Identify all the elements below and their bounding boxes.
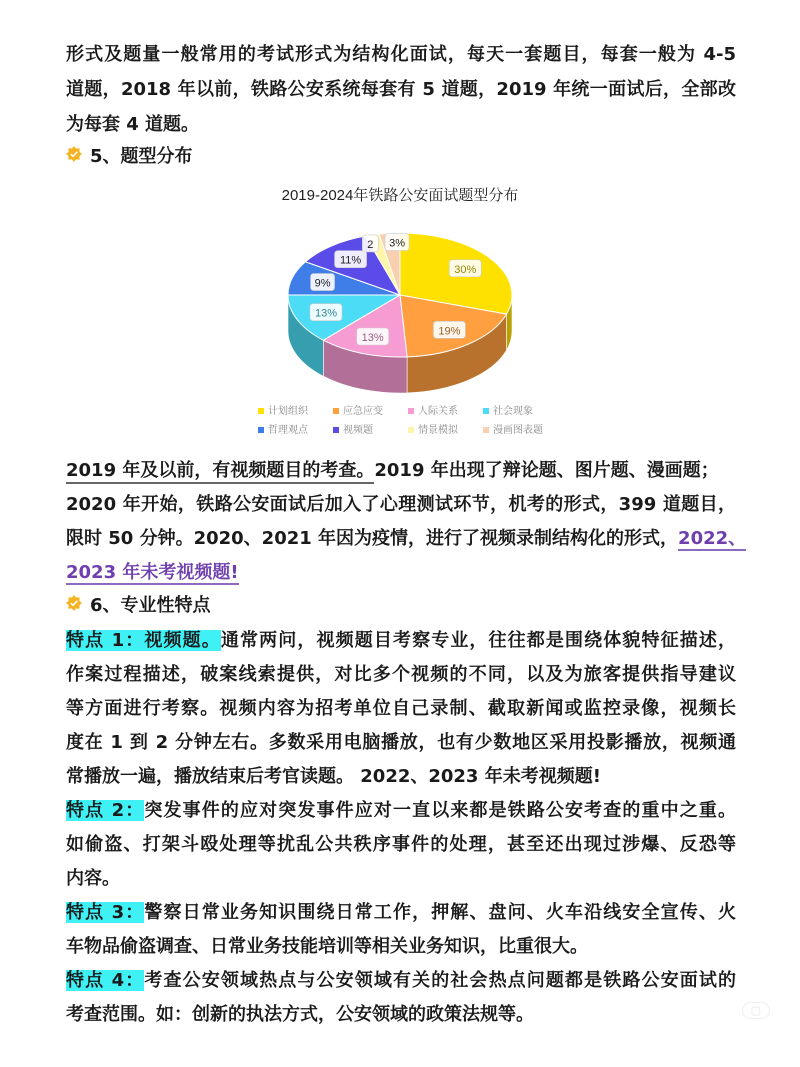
- legend-swatch: [333, 427, 339, 433]
- feature-text: 内容。: [66, 868, 120, 889]
- legend-item: [258, 421, 333, 436]
- feature-text: 等方面进行考察。视频内容为招考单位自己录制、截取新闻或监控录像，视频长: [66, 698, 736, 719]
- text-line: [66, 38, 736, 72]
- legend-label: 计划组织: [268, 406, 308, 417]
- text-line: [66, 108, 736, 142]
- pie-chart: [240, 170, 560, 440]
- feature-text: 度在 1 到 2 分钟左右。多数采用电脑播放，也有少数地区采用投影播放，视频通: [66, 732, 736, 753]
- intro-text: 形式及题量一般常用的考试形式为结构化面试，每天一套题目，每套一般为 4-5: [66, 44, 736, 65]
- feature-label: 特点 3：: [66, 902, 145, 923]
- feature-text: 考查范围。如：创新的执法方式，公安领域的政策法规等。: [66, 1004, 534, 1025]
- text-line: [66, 454, 736, 488]
- data-label: 11%: [339, 254, 362, 267]
- text-line: [66, 488, 736, 522]
- text-line: [66, 522, 747, 556]
- feature-text: 考查公安领域热点与公安领域有关的社会热点问题都是铁路公安面试的: [144, 970, 737, 991]
- badge-check-icon: [66, 591, 82, 621]
- legend-swatch: [408, 408, 414, 414]
- feature-text: 如偷盗、打架斗殴处理等扰乱公共秩序事件的处理，甚至还出现过涉爆、反恐等: [66, 834, 736, 855]
- intro-text: 道题，2018 年以前，铁路公安系统每套有 5 道题，2019 年统一面试后，全部改: [66, 79, 736, 100]
- intro-text: 为每套 4 道题。: [66, 114, 200, 135]
- feature-label: 特点 1：视频题。: [66, 630, 221, 651]
- feature-label: 特点 2：: [66, 800, 145, 821]
- section-6-heading: [66, 591, 211, 621]
- highlight-text: 2023 年未考视频题!: [66, 562, 239, 583]
- feature-text: 作案过程描述，破案线索提供，对比多个视频的不同，以及为旅客提供指导建议: [66, 664, 736, 685]
- section-5-heading: [66, 142, 193, 172]
- text-line: [66, 658, 736, 692]
- text-line: [66, 998, 736, 1032]
- legend-item: [483, 402, 558, 417]
- text: 2020 年开始，铁路公安面试后加入了心理测试环节，机考的形式，399 道题目，: [66, 494, 736, 515]
- data-label: 13%: [361, 332, 384, 345]
- legend-item: [408, 421, 483, 436]
- highlight-text: 2022、: [678, 528, 747, 549]
- feature-text: 通常两问，视频题目考察专业，往往都是围绕体貌特征描述，: [220, 630, 736, 651]
- legend-swatch: [408, 427, 414, 433]
- text-line: [66, 794, 736, 828]
- section-title: 5、题型分布: [90, 146, 193, 167]
- legend-item: [408, 402, 483, 417]
- data-label: 2: [367, 238, 374, 251]
- legend-item: [483, 421, 558, 436]
- legend-label: 应急应变: [343, 406, 383, 417]
- legend-swatch: [258, 408, 264, 414]
- text-line: [66, 73, 736, 107]
- data-label: 19%: [438, 325, 461, 338]
- feature-text: 车物品偷盗调查、日常业务技能培训等相关业务知识，比重很大。: [66, 936, 588, 957]
- legend-label: 漫画图表题: [493, 425, 543, 436]
- data-label: 13%: [314, 307, 338, 320]
- legend-swatch: [483, 427, 489, 433]
- legend-swatch: [258, 427, 264, 433]
- text-line: [66, 828, 736, 862]
- legend-label: 人际关系: [418, 406, 458, 417]
- text: 2019 年出现了辩论题、图片题、漫画题；: [374, 460, 719, 481]
- text-line: [66, 760, 736, 794]
- underlined-text: 2019 年及以前，有视频题目的考查。: [66, 460, 374, 484]
- chart-title: 2019-2024年铁路公安面试题型分布: [281, 187, 519, 204]
- text-line: [66, 556, 736, 590]
- legend-item: [333, 402, 408, 417]
- legend-label: 社会现象: [493, 406, 533, 417]
- data-label: 3%: [389, 237, 405, 250]
- legend-item: [258, 402, 333, 417]
- text-line: [66, 930, 736, 964]
- legend-label: 哲理观点: [268, 425, 308, 436]
- pie-svg: [240, 170, 560, 400]
- text: 限时 50 分钟。2020、2021 年因为疫情，进行了视频录制结构化的形式，: [66, 528, 679, 549]
- legend-label: 情景模拟: [418, 425, 458, 436]
- legend-swatch: [483, 408, 489, 414]
- text-line: [66, 896, 736, 930]
- data-label: 9%: [314, 277, 331, 290]
- chart-legend: [258, 402, 558, 436]
- section-title: 6、专业性特点: [90, 595, 211, 616]
- text-line: [66, 964, 736, 998]
- watermark-logo: ▢: [742, 1002, 770, 1019]
- legend-label: 视频题: [343, 425, 373, 436]
- data-label: 30%: [454, 263, 477, 276]
- text-line: [66, 862, 736, 896]
- feature-text: 突发事件的应对突发事件应对一直以来都是铁路公安考查的重中之重。: [144, 800, 737, 821]
- legend-item: [333, 421, 408, 436]
- text-line: [66, 692, 736, 726]
- text-line: [66, 624, 736, 658]
- feature-text: 常播放一遍，播放结束后考官读题。 2022、2023 年未考视频题!: [66, 766, 601, 787]
- badge-check-icon: [66, 142, 82, 172]
- text-line: [66, 726, 736, 760]
- feature-text: 警察日常业务知识围绕日常工作，押解、盘问、火车沿线安全宣传、火: [144, 902, 737, 923]
- legend-swatch: [333, 408, 339, 414]
- feature-label: 特点 4：: [66, 970, 145, 991]
